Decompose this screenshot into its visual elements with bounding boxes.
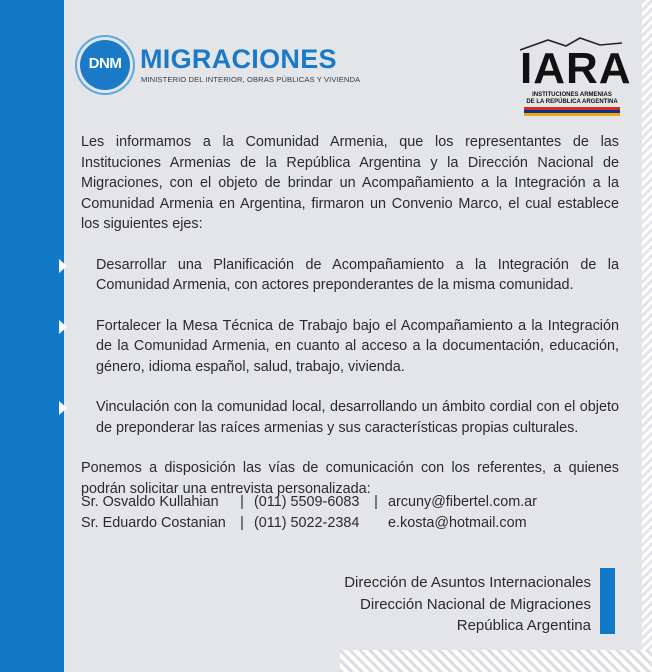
axis-item [81,255,619,296]
contact-phone: (011) 5022-2384 [254,515,360,531]
left-accent-bar [0,0,64,672]
closing-paragraph: Ponemos a disposición las vías de comunicación con los referentes, a quienes podrán solicitar una entrevista personalizada: [81,460,619,497]
axis-item [81,397,619,438]
contact-separator: | [374,494,378,510]
bottom-stripe-pattern [340,650,652,672]
arrow-bullet-icon [59,320,67,334]
contact-name: Sr. Eduardo Costanian [81,515,226,531]
axes-list [81,255,619,439]
iara-logo-title: IARA [520,44,632,93]
signature-line: República Argentina [456,617,591,634]
iara-logo [518,36,632,116]
signature-accent-bar [600,568,615,634]
dnm-logo-initials: DNM [88,55,122,72]
contacts-list [81,492,537,534]
dnm-logo-title: MIGRACIONES [140,44,337,74]
letter-body [81,132,619,499]
contact-phone: (011) 5509-6083 [254,494,360,510]
contact-row [81,492,537,513]
axis-item-text: Desarrollar una Planificación de Acompañamiento a la Integración de la Comunidad Armenia, con actores preponderantes de la misma comunidad. [96,256,619,293]
contact-separator: | [240,515,244,531]
arrow-bullet-icon [59,259,67,273]
flag-stripe-orange [524,113,620,116]
iara-logo-subtitle-line1: INSTITUCIONES ARMENIAS [532,92,612,98]
armenian-flag-stripes [524,107,620,116]
intro-paragraph: Les informamos a la Comunidad Armenia, que los representantes de las Instituciones Armenias de la República Argentina y la Dirección Nacional de Migraciones, con el objeto de brindar un Acompañamiento a la Integración a la Comunidad Armenia en Argentina, firmaron un Convenio Marco, el cual establece los siguientes ejes: [81,134,619,232]
axis-item-text: Fortalecer la Mesa Técnica de Trabajo bajo el Acompañamiento a la Integración de la Comunidad Armenia, en cuanto al acceso a la documentación, educación, género, idioma español, salud, trabajo, vivienda. [96,317,619,375]
contact-separator: | [240,494,244,510]
axis-item-text: Vinculación con la comunidad local, desarrollando un ámbito cordial con el objeto de preponderar las raíces armenias y sus características propias culturales. [96,399,619,436]
arrow-bullet-icon [59,401,67,415]
contact-name: Sr. Osvaldo Kullahian [81,494,219,510]
dnm-migraciones-logo [80,40,370,90]
iara-logo-subtitle-line2: DE LA REPÚBLICA ARGENTINA [526,99,618,105]
signature-line: Dirección de Asuntos Internacionales [344,574,591,591]
contact-email: arcuny@fibertel.com.ar [388,494,537,510]
right-stripe-pattern [642,0,652,672]
signature-line: Dirección Nacional de Migraciones [360,595,591,613]
contact-row [81,513,537,534]
contact-email: e.kosta@hotmail.com [388,515,527,531]
signature-block [344,572,591,637]
dnm-logo-icon [80,40,130,90]
axis-item [81,316,619,378]
dnm-logo-subtitle: MINISTERIO DEL INTERIOR, OBRAS PÚBLICAS Y VIVIENDA [141,75,361,84]
